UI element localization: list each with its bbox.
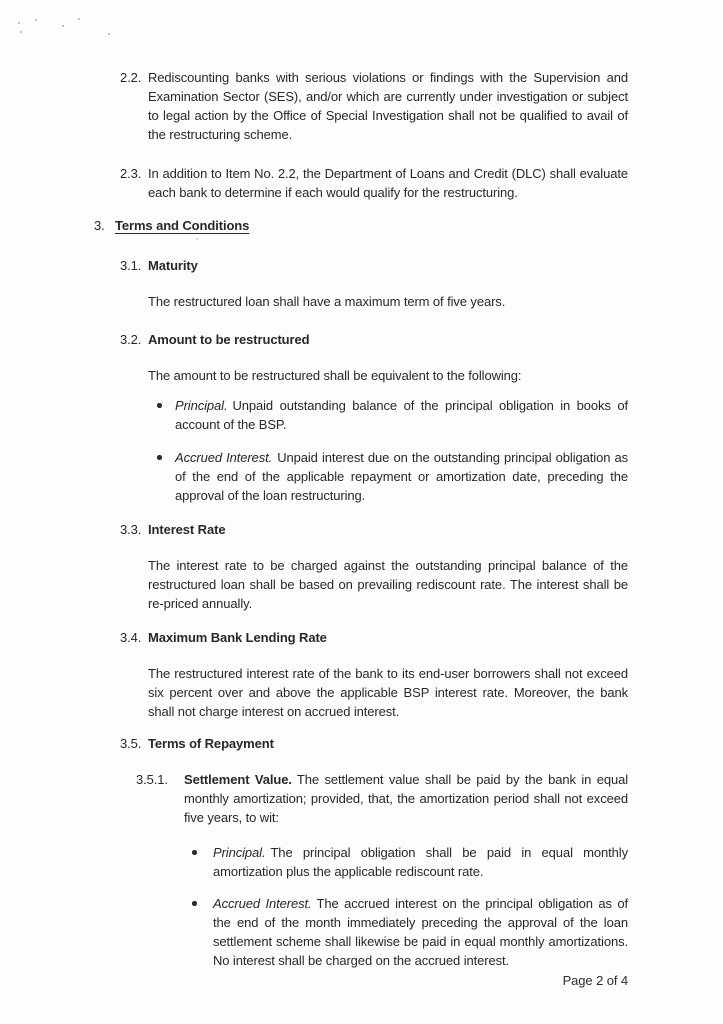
section-number: 3. — [94, 218, 105, 233]
section-3-heading — [94, 216, 628, 235]
subsection-number: 3.5. — [120, 736, 142, 751]
scan-speck — [35, 19, 37, 21]
term-label: Settlement Value. — [184, 772, 292, 787]
subsection-number: 3.3. — [120, 522, 142, 537]
paragraph: The restructured loan shall have a maximum term of five years. — [148, 294, 506, 309]
paragraph — [184, 770, 628, 827]
document-body — [0, 68, 723, 970]
subsection-3-2-heading — [120, 330, 628, 349]
term-label: Principal. — [175, 398, 228, 413]
paragraph: The restructured interest rate of the bank to its end-user borrowers shall not exceed six percent over and above the applicable BSP interest rate. Moreover, the bank shall not charge interest on accrued interest. — [148, 666, 628, 719]
subsection-number: 3.1. — [120, 258, 142, 273]
paragraph: The amount to be restructured shall be equivalent to the following: — [148, 368, 522, 383]
subsection-number: 3.4. — [120, 630, 142, 645]
scan-speck — [18, 22, 20, 24]
bullet-list — [148, 396, 628, 505]
subsection-title: Maturity — [148, 258, 198, 273]
page-number: Page 2 of 4 — [562, 973, 628, 988]
bullet-item-principal — [148, 396, 628, 434]
bullet-dot-icon — [157, 403, 162, 408]
term-text: Unpaid interest due on the outstanding principal obligation as of the end of the applicable repayment or amortization date, preceding the approval of the loan restructuring. — [175, 450, 628, 503]
term-text: The settlement value shall be paid by the bank in equal monthly amortization; provided, that, the amortization period shall not exceed five years, to wit: — [184, 772, 628, 825]
paragraph: Rediscounting banks with serious violations or findings with the Supervision and Examination Sector (SES), and/or which are currently under investigation or subject to legal action by the Office of Special Investigation shall not be qualified to avail of the restructuring scheme. — [148, 70, 628, 142]
subsection-3-5-heading — [120, 734, 628, 753]
paragraph — [175, 396, 628, 434]
scan-speck — [108, 33, 110, 35]
subsection-title: Interest Rate — [148, 522, 226, 537]
bullet-item-accrued-interest — [148, 448, 628, 505]
bullet-list — [184, 843, 628, 970]
term-text: The accrued interest on the principal obligation as of the end of the month immediately preceding the approval of the loan settlement scheme shall likewise be paid in equal monthly amortizations. No interest shall be charged on the accrued interest. — [213, 896, 628, 968]
term-label: Accrued Interest. — [213, 896, 312, 911]
bullet-item-principal — [184, 843, 628, 881]
term-text: Unpaid outstanding balance of the principal obligation in books of account of the BSP. — [175, 398, 628, 432]
scan-speck — [196, 238, 198, 240]
term-label: Principal. — [213, 845, 266, 860]
item-2-3 — [120, 164, 628, 202]
item-2-2 — [120, 68, 628, 144]
subsection-number: 3.2. — [120, 332, 142, 347]
subsection-3-1-heading — [120, 256, 628, 275]
subsection-title: Terms of Repayment — [148, 736, 274, 751]
bullet-dot-icon — [192, 901, 197, 906]
subsection-title: Amount to be restructured — [148, 332, 310, 347]
bullet-dot-icon — [157, 455, 162, 460]
subsection-title: Maximum Bank Lending Rate — [148, 630, 327, 645]
subsection-3-4-heading — [120, 628, 628, 647]
term-label: Accrued Interest. — [175, 450, 273, 465]
item-number: 3.5.1. — [136, 772, 168, 787]
scan-speck — [78, 18, 80, 20]
paragraph — [213, 843, 628, 881]
section-title: Terms and Conditions — [115, 218, 250, 233]
term-text: The principal obligation shall be paid in equal monthly amortization plus the applicable rediscount rate. — [213, 845, 628, 879]
bullet-item-accrued-interest — [184, 894, 628, 970]
paragraph — [175, 448, 628, 505]
item-number: 2.2. — [120, 70, 142, 85]
paragraph: In addition to Item No. 2.2, the Department of Loans and Credit (DLC) shall evaluate each bank to determine if each would qualify for the restructuring. — [148, 166, 628, 200]
scan-speck — [20, 31, 22, 33]
paragraph — [213, 894, 628, 970]
subsection-3-3-heading — [120, 520, 628, 539]
item-number: 2.3. — [120, 166, 142, 181]
scan-speck — [62, 25, 64, 27]
bullet-dot-icon — [192, 850, 197, 855]
item-3-5-1 — [136, 770, 628, 827]
paragraph: The interest rate to be charged against the outstanding principal balance of the restructured loan shall be based on prevailing rediscount rate. The interest shall be re-priced annually. — [148, 558, 628, 611]
